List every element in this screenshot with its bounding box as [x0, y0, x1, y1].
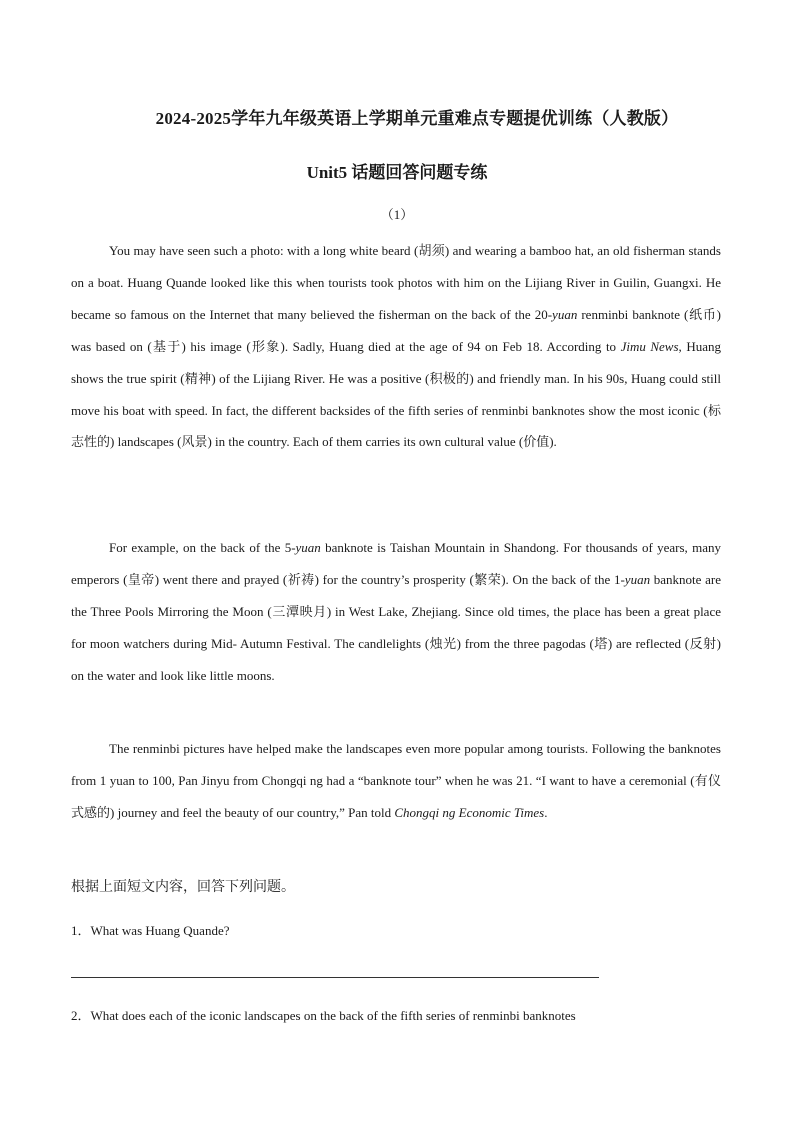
text-run: , Huang shows the true spirit (精神) of the Lijiang River. He was a positive (积极的) and friendly man. In his 90s, Huang could still move his boat with speed. In fact, the different backsides of the fifth series of renminbi banknotes show the most iconic (标志性的) landscapes (风景) in the country. Each of them carries its own cultural value (价值). [71, 338, 721, 450]
question-text: What does each of the iconic landscapes on the back of the fifth series of renminbi banknotes [90, 1008, 576, 1023]
passage-paragraph-1 [71, 235, 721, 458]
passage-paragraph-3 [71, 733, 721, 829]
question-2 [71, 1005, 576, 1024]
italic-text-run: Jimu News [620, 338, 679, 354]
document-title: 2024-2025学年九年级英语上学期单元重难点专题提优训练（人教版） [155, 109, 679, 128]
section-number: （1） [380, 207, 414, 222]
text-run: The renminbi pictures have helped make the landscapes even more popular among tourists. Following the banknotes from 1 yuan to 100, Pan Jinyu from Chongqi ng had a “banknote tour” when he was 21. “I want to have a ceremonial (有仪式感的) journey and feel the beauty of our country,” Pan told [71, 741, 721, 820]
text-run: You may have seen such a photo: with a long white beard (胡须) and wearing a bamboo hat, an old fisherman stands on a boat. Huang Quande looked like this when tourists took photos with him on the Lijiang River in Guilin, Guangxi. He became so famous on the Internet that many believed the fisherman on the back of the 20- [71, 243, 721, 322]
text-run: For example, on the back of the 5- [109, 540, 296, 555]
italic-text-run: yuan [552, 306, 578, 322]
text-run: renminbi banknote (纸币) was based on (基于) his image (形象). Sadly, Huang died at the age of 94 on Feb 18. According to [71, 306, 722, 354]
passage-paragraph-2 [71, 532, 721, 692]
text-run: banknote are the Three Pools Mirroring the Moon (三潭映月) in West Lake, Zhejiang. Since old times, the place has been a great place for moon watchers during Mid- Autumn Festival. The candlelights (烛光) from the three pagodas (塔) are reflected (反射) on the water and look like little moons. [71, 571, 721, 683]
instructions: 根据上面短文内容，回答下列问题。 [71, 880, 295, 895]
question-text: What was Huang Quande? [90, 923, 230, 938]
question-number: 2． [71, 1008, 91, 1023]
answer-line[interactable] [71, 977, 599, 978]
question-1 [71, 920, 230, 939]
italic-text-run: yuan [295, 540, 321, 555]
italic-text-run: Chongqi ng Economic Times [394, 804, 545, 820]
text-run: banknote is Taishan Mountain in Shandong. For thousands of years, many emperors (皇帝) went there and prayed (祈祷) for the country’s prosperity (繁荣). On the back of the 1- [71, 540, 721, 587]
italic-text-run: yuan [624, 571, 651, 587]
text-run: . [544, 804, 548, 820]
document-subtitle: Unit5 话题回答问题专练 [306, 163, 488, 182]
question-number: 1． [71, 923, 91, 938]
